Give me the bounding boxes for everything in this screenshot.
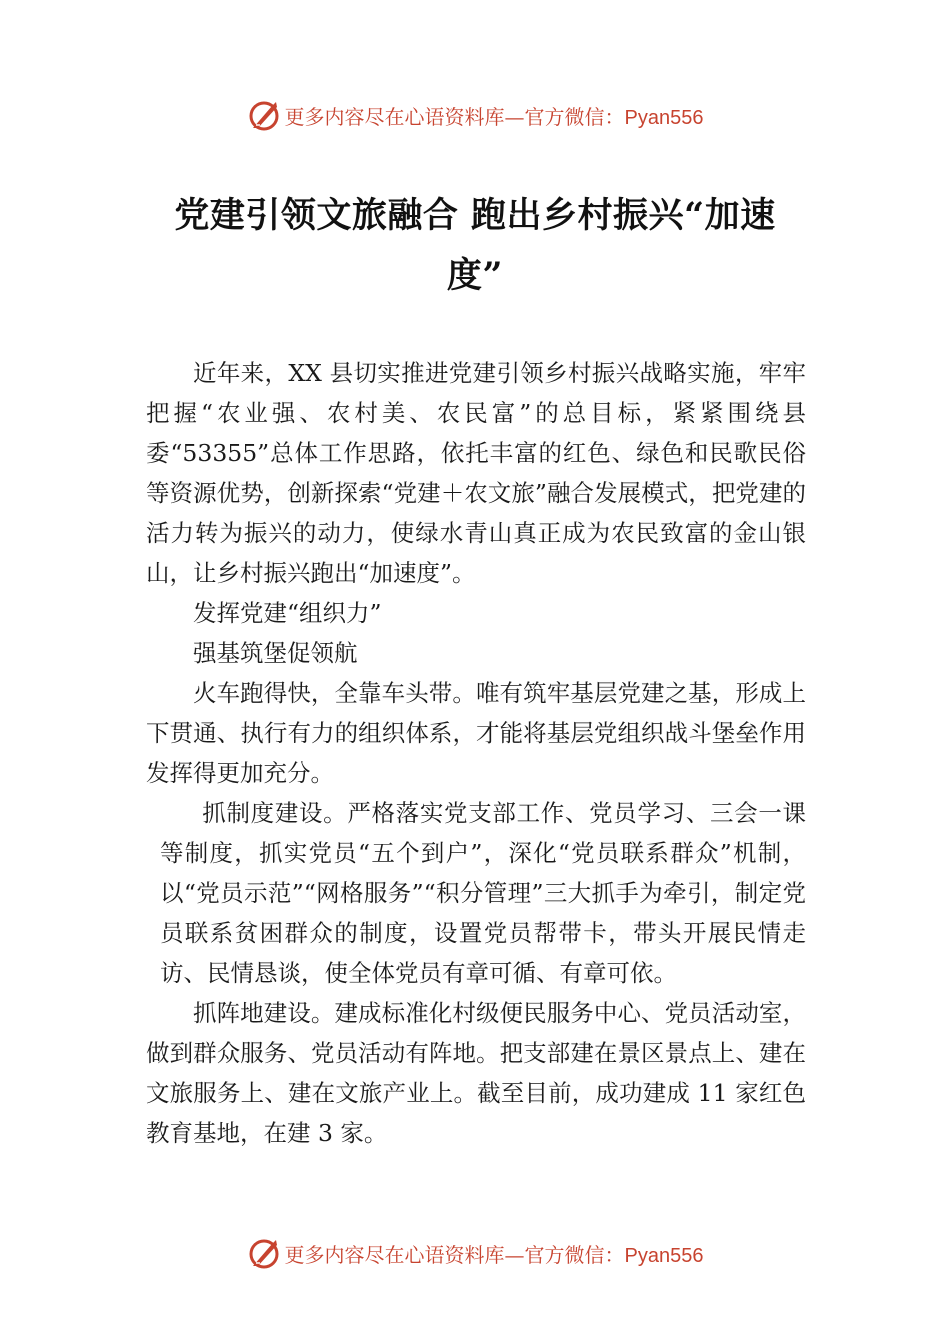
document-title: 党建引领文旅融合 跑出乡村振兴“加速度” (174, 195, 776, 296)
document-body (146, 353, 806, 1153)
pen-circle-icon (247, 98, 281, 132)
watermark-banner-top (0, 95, 950, 135)
paragraph-system-building: 抓制度建设。严格落实党支部工作、党员学习、三会一课等制度，抓实党员“五个到户”，深化“党员联系群众”机制，以“党员示范”“网格服务”“积分管理”三大抓手为牵引，制定党员联系贫困群众的制度，设置党员帮带卡，带头开展民情走访、民情恳谈，使全体党员有章可循、有章可依。 (160, 799, 806, 987)
paragraph-intro: 近年来，XX 县切实推进党建引领乡村振兴战略实施，牢牢把握“农业强、农村美、农民富”的总目标，紧紧围绕县委“53355”总体工作思路，依托丰富的红色、绿色和民歌民俗等资源优势，创新探索“党建＋农文旅”融合发展模式，把党建的活力转为振兴的动力，使绿水青山真正成为农民致富的金山银山，让乡村振兴跑出“加速度”。 (146, 359, 806, 587)
paragraph-position-building: 抓阵地建设。建成标准化村级便民服务中心、党员活动室，做到群众服务、党员活动有阵地。把支部建在景区景点上、建在文旅服务上、建在文旅产业上。截至目前，成功建成 11 家红色教育基地，在建 3 家。 (146, 999, 806, 1147)
wechat-id: Pyan556 (624, 1244, 704, 1267)
section-heading: 发挥党建“组织力” (193, 599, 382, 627)
watermark-text: 更多内容尽在心语资料库—官方微信：Pyan556 (284, 1242, 704, 1267)
watermark-text: 更多内容尽在心语资料库—官方微信：Pyan556 (284, 104, 704, 129)
watermark-banner-bottom (0, 1233, 950, 1273)
section-subheading: 强基筑堡促领航 (193, 639, 358, 667)
pen-circle-icon (247, 1236, 281, 1270)
wechat-id: Pyan556 (624, 106, 704, 129)
paragraph: 火车跑得快，全靠车头带。唯有筑牢基层党建之基，形成上下贯通、执行有力的组织体系，才能将基层党组织战斗堡垒作用发挥得更加充分。 (146, 679, 806, 787)
